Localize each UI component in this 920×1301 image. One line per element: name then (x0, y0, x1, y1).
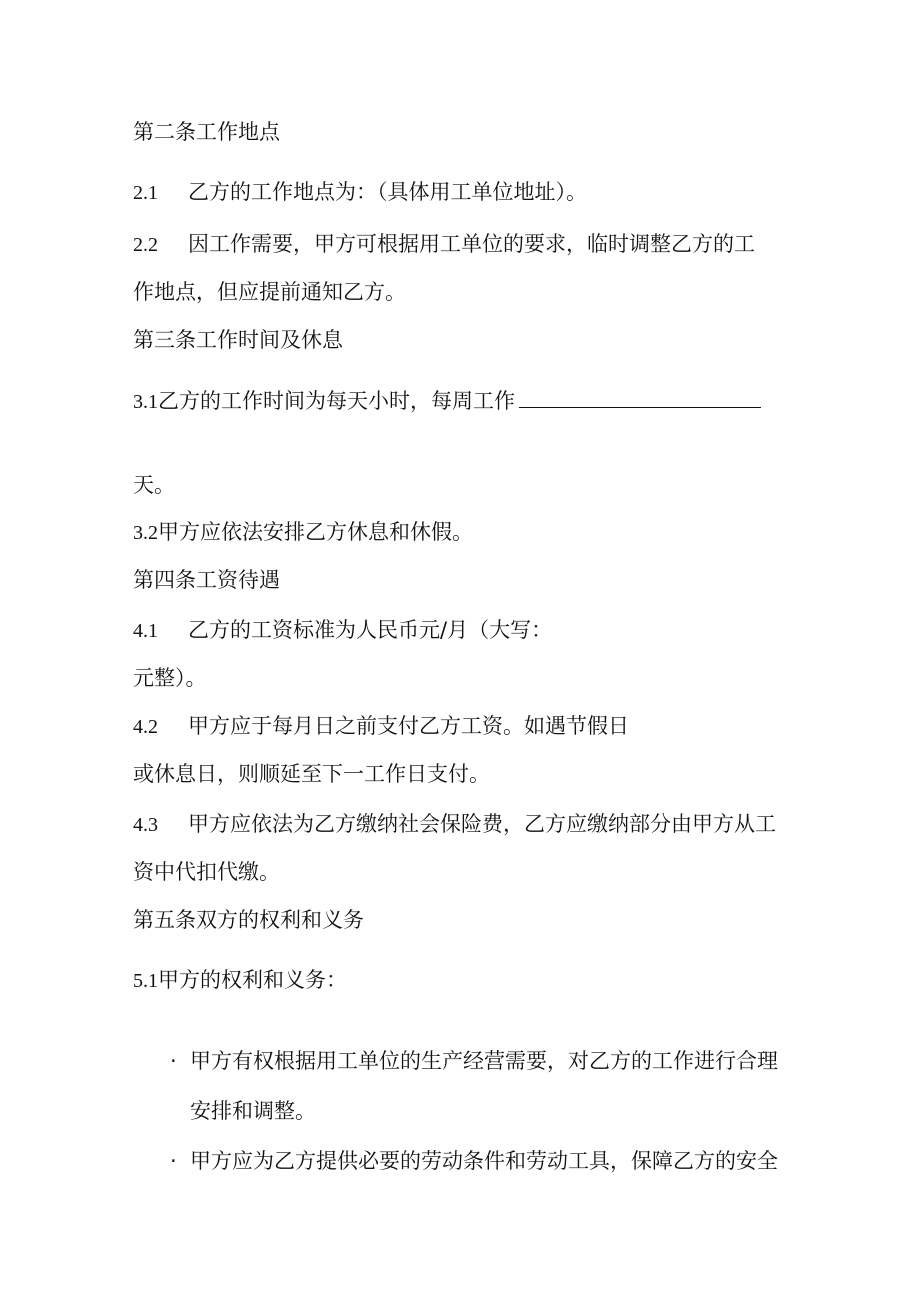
clause-3-2 (133, 517, 473, 548)
article-2-heading: 第二条工作地点 (133, 120, 280, 144)
article-3-heading: 第三条工作时间及休息 (133, 328, 343, 352)
clause-text: 乙方的工资标准为人民币元/月（大写： (188, 618, 553, 642)
clause-text: 乙方的工作地点为：（具体用工单位地址）。 (188, 180, 587, 204)
clause-4-2 (133, 711, 629, 742)
clause-number: 4.3 (133, 814, 158, 836)
clause-2-2 (133, 229, 755, 260)
clause-number: 4.1 (133, 620, 158, 642)
clause-number: 3.2 (133, 522, 158, 544)
clause-text: 因工作需要，甲方可根据用工单位的要求，临时调整乙方的工 (188, 232, 755, 256)
bullet-text: 甲方应为乙方提供必要的劳动条件和劳动工具，保障乙方的安全 (190, 1149, 778, 1173)
clause-5-1 (133, 965, 347, 996)
bullet-icon: · (170, 1149, 177, 1173)
bullet-icon: · (170, 1049, 177, 1073)
clause-text: 乙方的工作时间为每天小时，每周工作 (158, 389, 515, 413)
clause-3-1-continued: 天。 (133, 473, 175, 497)
clause-number: 2.2 (133, 234, 158, 256)
clause-number: 2.1 (133, 182, 158, 204)
clause-2-1 (133, 177, 587, 208)
clause-4-3 (133, 809, 776, 840)
bullet-item (170, 1146, 778, 1176)
clause-4-1 (133, 615, 552, 646)
clause-2-2-continued: 作地点，但应提前通知乙方。 (133, 280, 406, 304)
clause-number: 5.1 (133, 970, 158, 992)
article-4-heading: 第四条工资待遇 (133, 568, 280, 592)
clause-number: 4.2 (133, 716, 158, 738)
clause-3-1 (133, 385, 761, 417)
bullet-item (170, 1046, 778, 1076)
article-5-heading: 第五条双方的权利和义务 (133, 908, 364, 932)
bullet-item-continued: 安排和调整。 (190, 1099, 316, 1123)
clause-4-2-continued: 或休息日，则顺延至下一工作日支付。 (133, 762, 490, 786)
clause-4-1-continued: 元整）。 (133, 666, 207, 690)
fill-in-blank (519, 385, 761, 408)
clause-text: 甲方应依法安排乙方休息和休假。 (158, 520, 473, 544)
clause-text: 甲方的权利和义务： (158, 968, 347, 992)
clause-text: 甲方应依法为乙方缴纳社会保险费，乙方应缴纳部分由甲方从工 (188, 812, 776, 836)
clause-4-3-continued: 资中代扣代缴。 (133, 860, 280, 884)
clause-text: 甲方应于每月日之前支付乙方工资。如遇节假日 (188, 714, 629, 738)
bullet-text: 甲方有权根据用工单位的生产经营需要，对乙方的工作进行合理 (190, 1049, 778, 1073)
clause-number: 3.1 (133, 391, 158, 413)
